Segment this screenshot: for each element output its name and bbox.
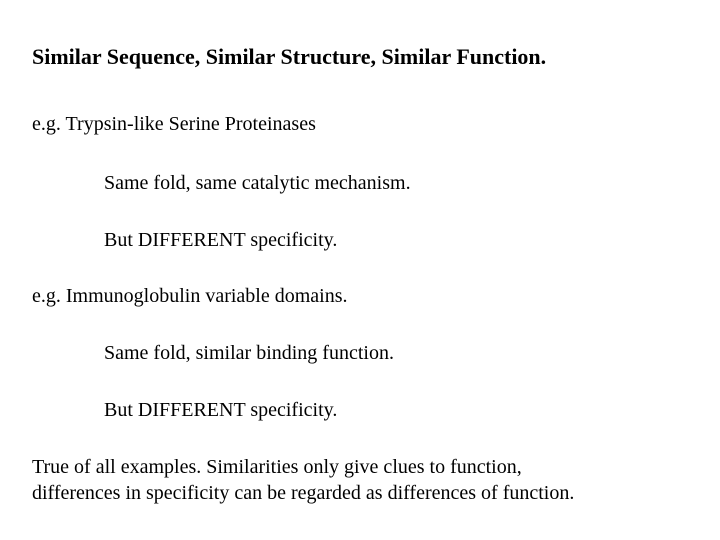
example-point-fold-mechanism: Same fold, same catalytic mechanism. [104, 172, 411, 194]
conclusion-paragraph [32, 454, 702, 506]
conclusion-line: differences in specificity can be regarded as differences of function. [32, 482, 575, 504]
example-point-fold-binding: Same fold, similar binding function. [104, 342, 394, 364]
example-point-specificity: But DIFFERENT specificity. [104, 399, 338, 421]
example-heading-trypsin: e.g. Trypsin-like Serine Proteinases [32, 113, 316, 135]
slide-title: Similar Sequence, Similar Structure, Similar Function. [32, 44, 547, 69]
example-point-specificity: But DIFFERENT specificity. [104, 229, 338, 251]
conclusion-line: True of all examples. Similarities only give clues to function, [32, 456, 522, 478]
example-heading-immunoglobulin: e.g. Immunoglobulin variable domains. [32, 285, 348, 307]
